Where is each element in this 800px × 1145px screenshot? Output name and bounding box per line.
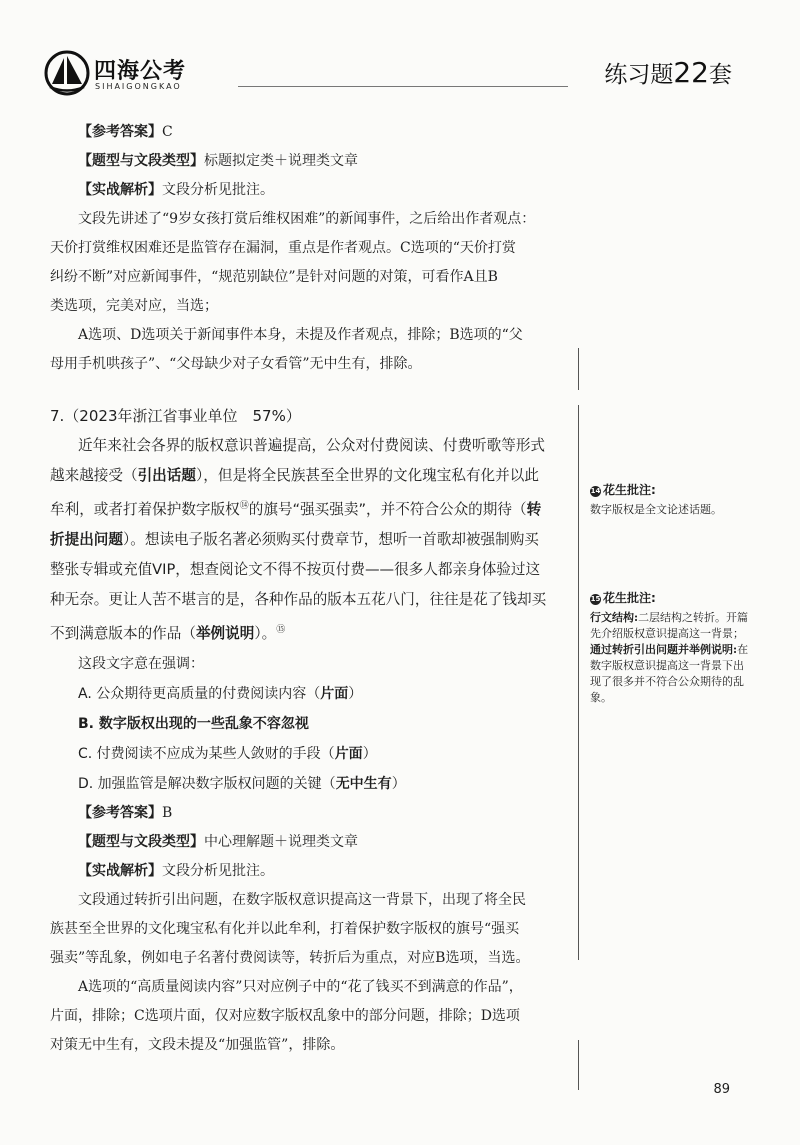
question-title: 7.（2023年浙江省事业单位 57%）: [50, 407, 301, 425]
analysis: 【实战解析】文段分析见批注。: [78, 862, 274, 879]
page-number: 89: [713, 1082, 730, 1097]
question-stem: 这段文字意在强调：: [78, 655, 204, 672]
question-type: 【题型与文段类型】中心理解题＋说理类文章: [78, 833, 358, 850]
side-note-14: 14 花生批注: 数字版权是全文论述话题。: [590, 483, 722, 516]
logo-text: 四海公考: [94, 59, 187, 84]
note-number-badge: 14: [590, 487, 601, 495]
note-number-badge: 15: [590, 595, 601, 603]
answer: 【参考答案】B: [78, 804, 173, 821]
page-header: [0, 0, 800, 120]
option-b: B. 数字版权出现的一些乱象不容忽视: [78, 715, 309, 732]
set-label: 练习题22套: [604, 56, 732, 89]
analysis-paragraph-1: 文段通过转折引出问题，在数字版权意识提高这一背景下，出现了将全民 族甚至全世界的文化瑰宝私有化并以此牟利，打着保护数字版权的旗号“强买 强卖”等乱象，例如电子名著付费阅读等，转折后为重点，对应B选项，当选。: [50, 891, 530, 966]
option-a: A. 公众期待更高质量的付费阅读内容（片面）: [78, 685, 363, 702]
analysis-paragraph-2: A选项的“高质量阅读内容”只对应例子中的“花了钱买不到满意的作品”， 片面，排除；C选项片面，仅对应数字版权乱象中的部分问题，排除；D选项 对策无中生有，文段未提及“加强监管”，排除。: [50, 978, 523, 1053]
side-note-15: 15 花生批注: 行文结构:二层结构之转折。开篇先介绍版权意识提高这一背景； 通过转折引出问题并举例说明:在数字版权意识提高这一背景下出现了很多并不符合公众期待的乱象。: [590, 591, 749, 704]
header-divider: [238, 86, 568, 87]
logo: [44, 50, 219, 98]
prev-paragraph-2: A选项、D选项关于新闻事件本身，未提及作者观点，排除；B选项的“父 母用手机哄孩子”、“父母缺少对子女看管”无中生有，排除。: [50, 327, 523, 372]
option-c: C. 付费阅读不应成为某些人敛财的手段（片面）: [78, 745, 377, 762]
prev-answer: 【参考答案】C: [78, 124, 173, 140]
sailboat-logo-icon: [44, 50, 90, 96]
logo-subtext: SIHAIGONGKAO: [95, 82, 182, 91]
prev-analysis: 【实战解析】文段分析见批注。: [78, 182, 274, 198]
prev-paragraph-1: 文段先讲述了“9岁女孩打赏后维权困难”的新闻事件，之后给出作者观点： 天价打赏维权困难还是监管存在漏洞，重点是作者观点。C选项的“天价打赏 纠纷不断”对应新闻事件，“规范别缺位”是针对问题的对策，可看作A且B 类选项，完美对应，当选；: [50, 211, 536, 314]
main-content: [50, 118, 582, 1060]
option-d: D. 加强监管是解决数字版权问题的关键（无中生有）: [78, 775, 406, 792]
question-passage: 近年来社会各界的版权意识普遍提高，公众对付费阅读、付费听歌等形式 越来越接受（引出话题），但是将全民族甚至全世界的文化瑰宝私有化并以此 牟利，或者打着保护数字版权⑭的旗号“强买强卖”，并不符合公众的期待（转 折提出问题）。想读电子版名著必须购买付费章节，想听一首歌却被强制购买 整张专辑或充值VIP，想查阅论文不得不按页付费——很多人都亲身体验过这 种无奈。更让人苦不堪言的是，各种作品的版本五花八门，往往是花了钱却买 不到满意版本的作品（举例说明）。⑮: [50, 437, 547, 642]
prev-type: 【题型与文段类型】标题拟定类＋说理类文章: [78, 153, 358, 169]
